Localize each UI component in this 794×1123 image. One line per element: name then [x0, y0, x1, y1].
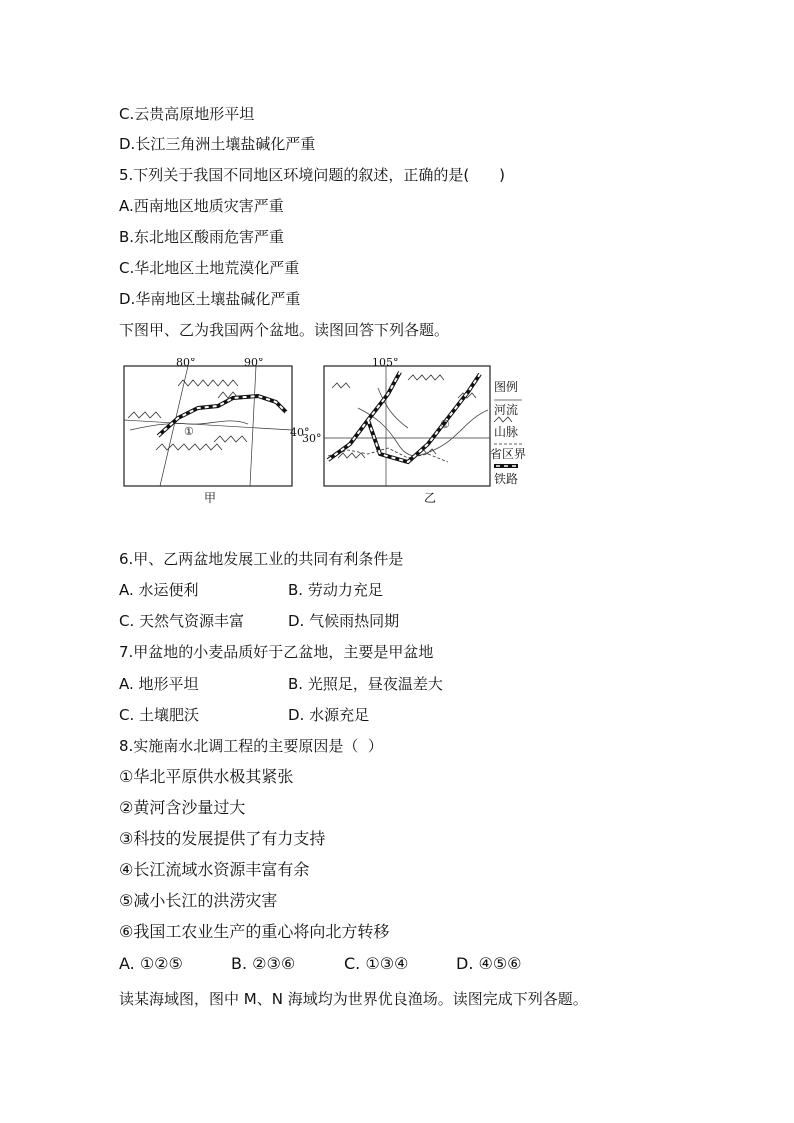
q6-option-d: D. 气候雨热同期 [288, 612, 400, 630]
q8-statement-2: ②黄河含沙量过大 [119, 798, 246, 817]
q6-option-c: C. 天然气资源丰富 [119, 612, 245, 630]
legend-railway: 铁路 [494, 472, 519, 486]
legend-boundary: 省区界 [490, 447, 527, 461]
q4-option-c: C.云贵高原地形平坦 [119, 105, 255, 123]
legend-title: 图例 [494, 380, 519, 394]
map-b-lat-30: 30° [302, 432, 322, 445]
q8-statement-4: ④长江流域水资源丰富有余 [119, 860, 310, 879]
q8-option-b: B. ②③⑥ [231, 954, 296, 973]
q7-option-c: C. 土壤肥沃 [119, 706, 200, 724]
map-a-caption: 甲 [204, 491, 217, 505]
basin-maps-figure [118, 358, 538, 508]
map-b-caption: 乙 [424, 491, 437, 505]
q8-stem: 8.实施南水北调工程的主要原因是（ ） [119, 737, 383, 755]
q7-stem: 7.甲盆地的小麦品质好于乙盆地，主要是甲盆地 [119, 643, 434, 661]
sea-intro: 读某海域图，图中 M、N 海域均为世界优良渔场。读图完成下列各题。 [119, 990, 588, 1008]
map-a-lon-90: 90° [244, 358, 264, 369]
q8-option-c: C. ①③④ [344, 954, 409, 973]
q5-stem: 5.下列关于我国不同地区环境问题的叙述，正确的是( ) [119, 166, 506, 184]
map-b-lon-105: 105° [372, 358, 399, 369]
q5-option-d: D.华南地区土壤盐碱化严重 [119, 290, 301, 308]
map-b [302, 358, 490, 505]
map-a [124, 358, 310, 505]
q8-statement-6: ⑥我国工农业生产的重心将向北方转移 [119, 922, 390, 941]
legend-mountain: 山脉 [494, 425, 519, 439]
q8-statement-1: ①华北平原供水极其紧张 [119, 767, 294, 786]
q7-option-a: A. 地形平坦 [119, 675, 199, 693]
q5-option-b: B.东北地区酸雨危害严重 [119, 228, 285, 246]
legend-river: 河流 [494, 403, 519, 417]
q6-stem: 6.甲、乙两盆地发展工业的共同有利条件是 [119, 550, 404, 568]
map-b-marker: ② [440, 418, 450, 431]
q8-statement-3: ③科技的发展提供了有力支持 [119, 829, 326, 848]
map-a-marker: ① [184, 425, 194, 438]
map-a-lon-80: 80° [176, 358, 196, 369]
q5-option-a: A.西南地区地质灾害严重 [119, 197, 284, 215]
q8-statement-5: ⑤减小长江的洪涝灾害 [119, 891, 278, 910]
q4-option-d: D.长江三角洲土壤盐碱化严重 [119, 135, 316, 153]
q8-option-d: D. ④⑤⑥ [456, 954, 522, 973]
q6-option-b: B. 劳动力充足 [288, 581, 383, 599]
map-legend [490, 379, 526, 486]
q6-option-a: A. 水运便利 [119, 581, 199, 599]
q5-option-c: C.华北地区土地荒漠化严重 [119, 259, 300, 277]
basins-intro: 下图甲、乙为我国两个盆地。读图回答下列各题。 [119, 321, 450, 339]
map-a-lat-40: 40° [290, 426, 310, 439]
q7-option-b: B. 光照足，昼夜温差大 [288, 675, 443, 693]
q7-option-d: D. 水源充足 [288, 706, 370, 724]
q8-option-a: A. ①②⑤ [119, 954, 183, 973]
